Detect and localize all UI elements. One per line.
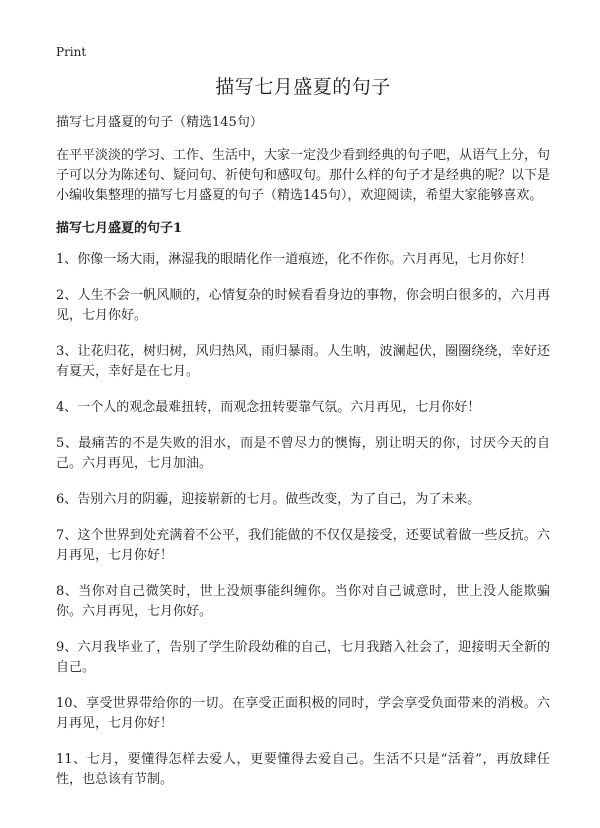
sentence-item-9: 9、六月我毕业了，告别了学生阶段幼稚的自己，七月我踏入社会了，迎接明天全新的自己。	[56, 640, 550, 675]
intro-paragraph: 在平平淡淡的学习、工作、生活中，大家一定没少看到经典的句子吧，从语气上分，句子可以分为陈述句、疑问句、祈使句和感叹句。那什么样的句子才是经典的呢？以下是小编收集整理的描写七月盛夏的句子（精选145句），欢迎阅读，希望大家能够喜欢。	[56, 148, 551, 203]
sentence-item-8: 8、当你对自己微笑时，世上没烦事能纠缠你。当你对自己诚意时，世上没人能欺骗你。六月再见，七月你好。	[56, 584, 550, 619]
sentence-item-5: 5、最痛苦的不是失败的泪水，而是不曾尽力的懊悔，别让明天的你，讨厌今天的自己。六月再见，七月加油。	[56, 436, 550, 471]
print-label: Print	[56, 45, 87, 59]
sentence-item-1: 1、你像一场大雨，淋湿我的眼睛化作一道痕迹，化不作你。六月再见，七月你好！	[56, 252, 533, 267]
sentence-item-3: 3、让花归花，树归树，风归热风，雨归暴雨。人生呐，波澜起伏，圈圈绕绕，幸好还有夏天，幸好是在七月。	[56, 344, 550, 379]
sentence-item-2: 2、人生不会一帆风顺的，心情复杂的时候看看身边的事物，你会明白很多的，六月再见，七月你好。	[56, 288, 550, 323]
section-heading: 描写七月盛夏的句子1	[56, 221, 183, 236]
document-title: 描写七月盛夏的句子	[215, 76, 391, 98]
sentence-item-7: 7、这个世界到处充满着不公平，我们能做的不仅仅是接受，还要试着做一些反抗。六月再见，七月你好！	[56, 528, 550, 563]
document-subtitle: 描写七月盛夏的句子（精选145句）	[56, 115, 263, 130]
sentence-item-6: 6、告别六月的阴霾，迎接崭新的七月。做些改变，为了自己，为了未来。	[56, 492, 481, 507]
sentence-item-4: 4、一个人的观念最难扭转，而观念扭转要靠气氛。六月再见，七月你好！	[56, 400, 481, 415]
sentence-item-10: 10、享受世界带给你的一切。在享受正面积极的同时，学会享受负面带来的消极。六月再见，七月你好！	[56, 696, 550, 731]
sentence-item-11: 11、七月，要懂得怎样去爱人，更要懂得去爱自己。生活不只是“活着”，再放肆任性，也总该有节制。	[56, 752, 550, 787]
